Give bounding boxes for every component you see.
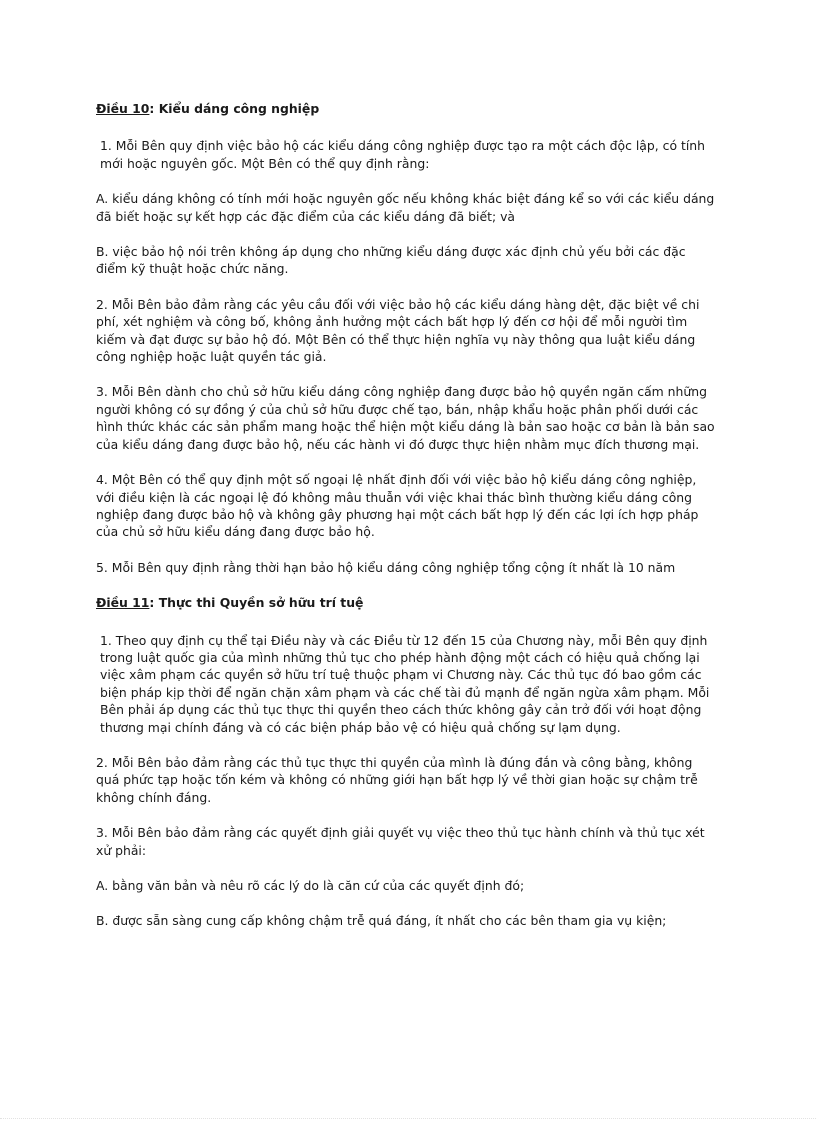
- article-10-heading: [96, 100, 716, 117]
- article-11-paragraph-1: 1. Theo quy định cụ thể tại Điều này và các Điều từ 12 đến 15 của Chương này, mỗi Bên quy định trong luật quốc gia của mình những thủ tục cho phép hành động một cách có hiệu quả chống lại việc xâm phạm các quyền sở hữu trí tuệ thuộc phạm vi Chương này. Các thủ tục đó bao gồm các biện pháp kịp thời để ngăn chặn xâm phạm và các chế tài đủ mạnh để ngăn ngừa xâm phạm. Mỗi Bên phải áp dụng các thủ tục thực thi quyền theo cách thức không gây cản trở đối với hoạt động thương mại chính đáng và có các biện pháp bảo vệ có hiệu quả chống sự lạm dụng.: [100, 632, 710, 735]
- article-10-paragraph-1a: A. kiểu dáng không có tính mới hoặc nguyên gốc nếu không khác biệt đáng kể so với các kiểu dáng đã biết hoặc sự kết hợp các đặc điểm của các kiểu dáng đã biết; và: [96, 191, 715, 224]
- article-10-paragraph-1b: B. việc bảo hộ nói trên không áp dụng cho những kiểu dáng được xác định chủ yếu bởi các đặc điểm kỹ thuật hoặc chức năng.: [96, 244, 686, 277]
- document-page: [96, 100, 716, 948]
- article-11-paragraph-2: 2. Mỗi Bên bảo đảm rằng các thủ tục thực thi quyền của mình là đúng đắn và công bằng, không quá phức tạp hoặc tốn kém và không có những giới hạn bất hợp lý về thời gian hoặc sự chậm trễ không chính đáng.: [96, 754, 698, 805]
- article-11-paragraph-3a: A. bằng văn bản và nêu rõ các lý do là căn cứ của các quyết định đó;: [96, 878, 525, 893]
- page-bottom-divider: [0, 1118, 816, 1119]
- article-10-paragraph-3: 3. Mỗi Bên dành cho chủ sở hữu kiểu dáng công nghiệp đang được bảo hộ quyền ngăn cấm những người không có sự đồng ý của chủ sở hữu được chế tạo, bán, nhập khẩu hoặc phân phối dưới các hình thức khác các sản phẩm mang hoặc thể hiện một kiểu dáng là bản sao hoặc cơ bản là bản sao của kiểu dáng đang được bảo hộ, nếu các hành vi đó được thực hiện nhằm mục đích thương mại.: [96, 384, 715, 452]
- article-10-number: Điều 10: [96, 101, 150, 116]
- article-10-title: : Kiểu dáng công nghiệp: [149, 101, 320, 116]
- article-11-heading: [96, 594, 716, 611]
- article-11-paragraph-3b: B. được sẵn sàng cung cấp không chậm trễ quá đáng, ít nhất cho các bên tham gia vụ kiện;: [96, 913, 667, 929]
- article-10-paragraph-2: 2. Mỗi Bên bảo đảm rằng các yêu cầu đối với việc bảo hộ các kiểu dáng hàng dệt, đặc biệt về chi phí, xét nghiệm và công bố, không ảnh hưởng một cách bất hợp lý đến cơ hội để mỗi người tìm kiếm và đạt được sự bảo hộ đó. Một Bên có thể thực hiện nghĩa vụ này thông qua luật kiểu dáng công nghiệp hoặc luật quyền tác giả.: [96, 296, 700, 365]
- article-11-number: Điều 11: [96, 595, 150, 611]
- article-10-paragraph-1: 1. Mỗi Bên quy định việc bảo hộ các kiểu dáng công nghiệp được tạo ra một cách độc lập, có tính mới hoặc nguyên gốc. Một Bên có thể quy định rằng:: [100, 138, 705, 171]
- article-10-paragraph-4: 4. Một Bên có thể quy định một số ngoại lệ nhất định đối với việc bảo hộ kiểu dáng công nghiệp, với điều kiện là các ngoại lệ đó không mâu thuẫn với việc khai thác bình thường kiểu dáng công nghiệp đang được bảo hộ và không gây phương hại một cách bất hợp lý đến các lợi ích hợp pháp của chủ sở hữu kiểu dáng đang được bảo hộ.: [96, 472, 699, 540]
- article-11-paragraph-3: 3. Mỗi Bên bảo đảm rằng các quyết định giải quyết vụ việc theo thủ tục hành chính và thủ tục xét xử phải:: [96, 825, 705, 858]
- article-11-title: : Thực thi Quyền sở hữu trí tuệ: [149, 595, 364, 611]
- article-10-paragraph-5: 5. Mỗi Bên quy định rằng thời hạn bảo hộ kiểu dáng công nghiệp tổng cộng ít nhất là 10 năm: [96, 559, 676, 575]
